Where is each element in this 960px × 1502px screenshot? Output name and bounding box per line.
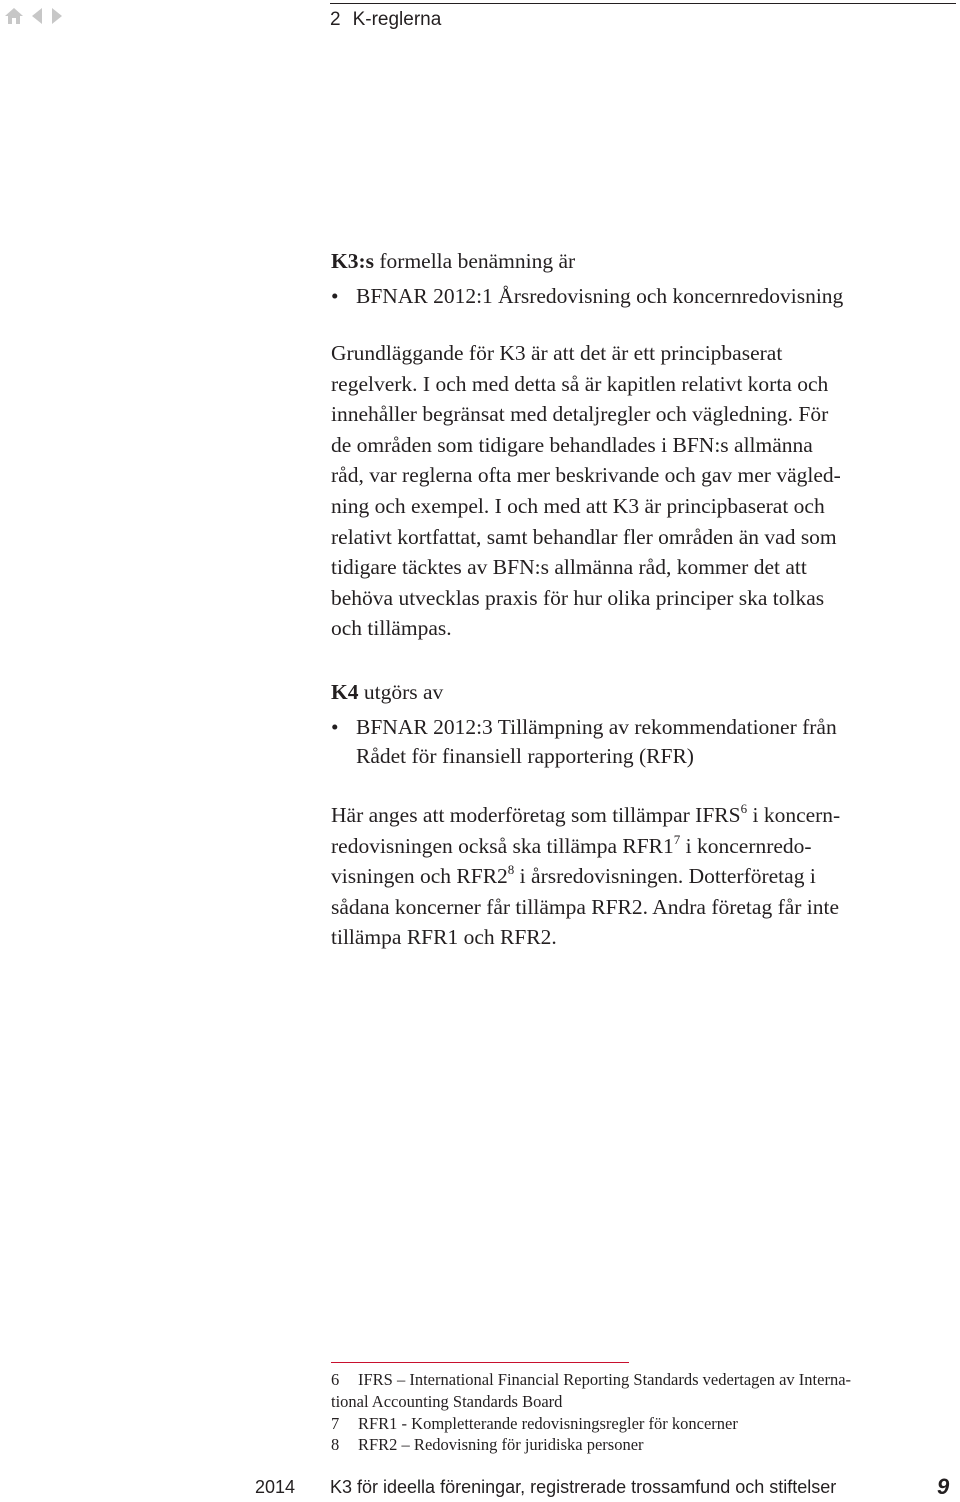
k4-heading [331, 677, 443, 708]
paragraph-ifrs [331, 800, 840, 953]
footnote-6: 6 IFRS – International Financial Reporting Standards vedertagen av Interna- [331, 1370, 852, 1389]
k3-heading-rest: formella benämning är [374, 249, 576, 273]
bullet-line: BFNAR 2012:3 Tillämpning av rekommendationer från [356, 715, 837, 739]
k4-bullet-text [356, 713, 837, 771]
k4-heading-bold: K4 [331, 680, 359, 704]
paragraph-line: ning och exempel. I och med att K3 är principbaserat och [331, 493, 825, 518]
paragraph-line: tidigare täcktes av BFN:s allmänna råd, kommer det att [331, 555, 807, 580]
paragraph-line: tillämpa RFR1 och RFR2. [331, 925, 557, 950]
paragraph-line: råd, var reglerna ofta mer beskrivande och gav mer vägled- [331, 463, 841, 488]
footer-title: K3 för ideella föreningar, registrerade trossamfund och stiftelser [330, 1477, 837, 1497]
paragraph-line: sådana koncerner får tillämpa RFR2. Andra företag får inte [331, 894, 840, 919]
paragraph-line: och tillämpas. [331, 616, 452, 641]
k3-heading-bold: K3:s [331, 249, 374, 273]
footnote-ref-6[interactable]: 6 [740, 801, 748, 816]
footnotes [331, 1369, 851, 1456]
paragraph-line: regelverk. I och med detta så är kapitlen relativt korta och [331, 371, 829, 396]
footnote-ref-7[interactable]: 7 [673, 831, 681, 847]
bullet-icon: • [331, 715, 339, 739]
home-icon[interactable] [4, 6, 24, 26]
footer-year: 2014 [255, 1477, 296, 1497]
bullet-icon: • [331, 284, 339, 308]
chapter-header [330, 8, 441, 32]
chapter-number: 2 [330, 9, 341, 30]
arrow-right-icon[interactable] [50, 6, 64, 26]
footnote-divider [331, 1362, 629, 1363]
header-rule [330, 3, 956, 4]
paragraph-principles [331, 338, 841, 644]
footnote-8: 8 RFR2 – Redovisning för juridiska personer [331, 1435, 644, 1455]
navigation-bar [4, 6, 64, 26]
paragraph-line: redovisningen också ska tillämpa $RFR1^7$ i koncernredo- [331, 831, 812, 858]
paragraph-line: Grundläggande för K3 är att det är ett principbaserat [331, 341, 783, 365]
paragraph-line: innehåller begränsat med detaljregler och vägledning. För [331, 402, 829, 427]
footnote-6-continued: tional Accounting Standards Board [331, 1391, 563, 1411]
page-footer [0, 1474, 960, 1500]
paragraph-line: visningen och $RFR2^8$ i årsredovisningen. Dotterföretag i [331, 862, 816, 889]
bullet-line: Rådet för finansiell rapportering (RFR) [356, 744, 694, 768]
footnote-7: 7 RFR1 - Kompletterande redovisningsregler för koncerner [331, 1413, 738, 1433]
paragraph-line: relativt kortfattat, samt behandlar fler områden än vad som [331, 524, 837, 549]
paragraph-line: de områden som tidigare behandlades i BFN:s allmänna [331, 432, 813, 457]
paragraph-line: behöva utvecklas praxis för hur olika principer ska tolkas [331, 585, 825, 610]
page-number: 9 [937, 1474, 950, 1499]
k3-bullet-text: BFNAR 2012:1 Årsredovisning och koncernredovisning [356, 284, 844, 308]
chapter-title: K-reglerna [352, 9, 442, 30]
paragraph-line: Här anges att moderföretag som tillämpar IFRS$^6$ i koncern- [331, 801, 841, 827]
k4-heading-rest: utgörs av [358, 680, 444, 704]
k3-heading [331, 246, 575, 277]
arrow-left-icon[interactable] [30, 6, 44, 26]
footnote-ref-8[interactable]: 8 [507, 862, 515, 878]
